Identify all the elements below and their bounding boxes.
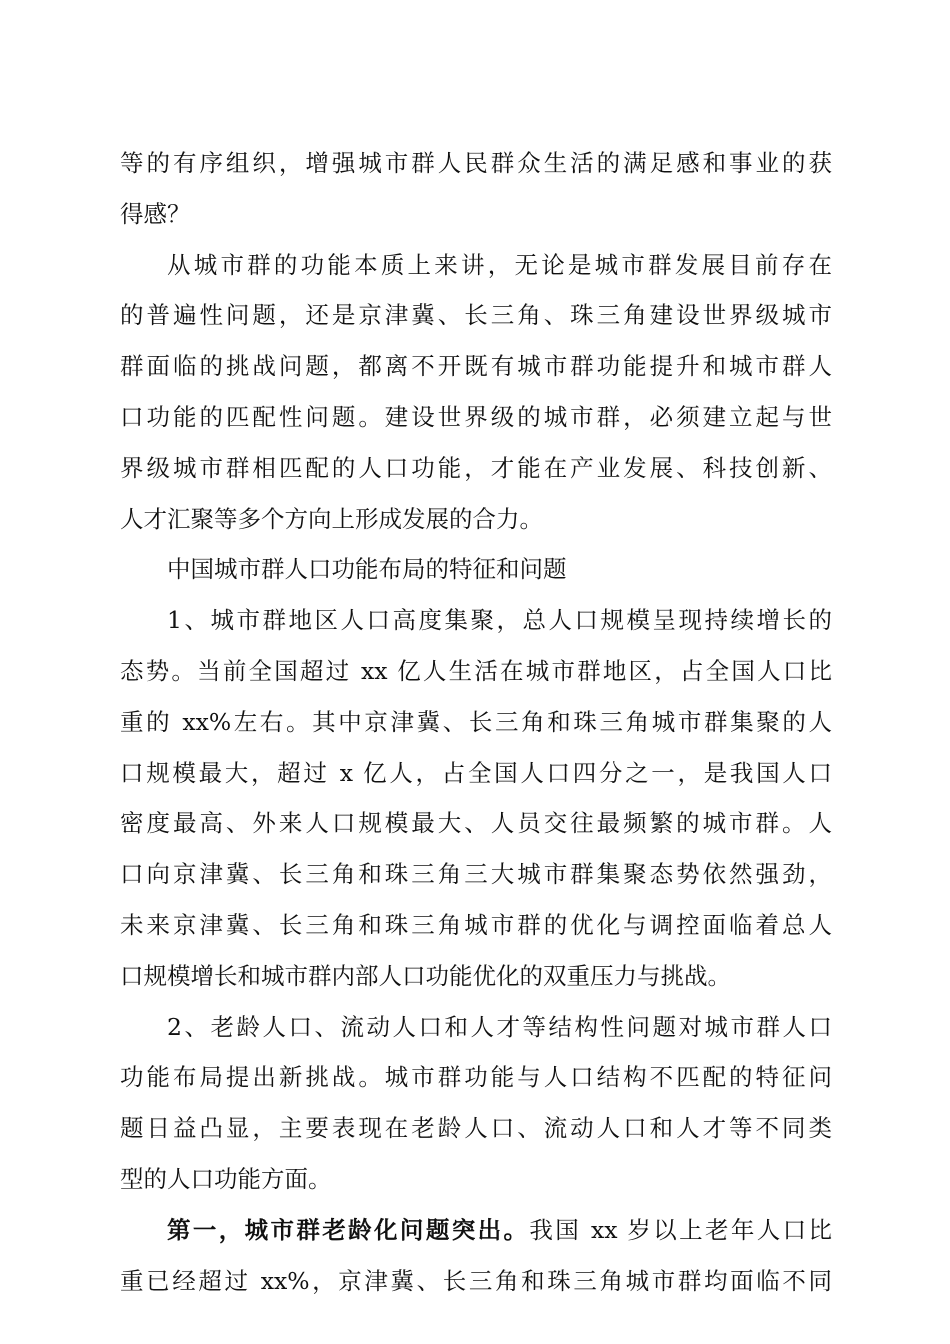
text-line: 群面临的挑战问题，都离不开既有城市群功能提升和城市群人 [120,352,832,381]
paragraph-5 [120,1205,832,1307]
bold-lead: 第一，城市群老龄化问题突出。 [167,1215,530,1244]
text-line: 口规模最大，超过 x 亿人，占全国人口四分之一，是我国人口 [120,758,832,787]
text-line: 1、城市群地区人口高度集聚，总人口规模呈现持续增长的 [167,606,832,635]
text-line: 口功能的匹配性问题。建设世界级的城市群，必须建立起与世 [120,402,832,431]
text-line: 型的人口功能方面。 [120,1164,332,1193]
paragraph-2 [120,240,832,545]
text-line: 题日益凸显，主要表现在老龄人口、流动人口和人才等不同类 [120,1114,832,1143]
text-line: 从城市群的功能本质上来讲，无论是城市群发展目前存在 [167,250,832,279]
text-line: 界级城市群相匹配的人口功能，才能在产业发展、科技创新、 [120,453,832,482]
text-line: 功能布局提出新挑战。城市群功能与人口结构不匹配的特征问 [120,1063,832,1092]
document-body [120,138,832,1306]
text-span: 我国 xx 岁以上老年人口比 [529,1215,833,1244]
text-line: 等的有序组织，增强城市群人民群众生活的满足感和事业的获 [120,149,832,177]
text-line: 态势。当前全国超过 xx 亿人生活在城市群地区，占全国人口比 [120,656,832,685]
text-line: 的普遍性问题，还是京津冀、长三角、珠三角建设世界级城市 [120,301,832,330]
paragraph-3 [120,595,832,1001]
text-line: 未来京津冀、长三角和珠三角城市群的优化与调控面临着总人 [120,910,832,939]
text-line: 重的 xx%左右。其中京津冀、长三角和珠三角城市群集聚的人 [120,707,832,736]
text-line: 密度最高、外来人口规模最大、人员交往最频繁的城市群。人 [120,809,832,838]
text-line: 口向京津冀、长三角和珠三角三大城市群集聚态势依然强劲， [120,860,832,889]
text-line: 2、老龄人口、流动人口和人才等结构性问题对城市群人口 [167,1012,832,1041]
text-line: 口规模增长和城市群内部人口功能优化的双重压力与挑战。 [120,961,731,990]
section-heading [120,544,832,595]
section-heading-text: 中国城市群人口功能布局的特征和问题 [167,555,567,584]
text-line: 人才汇聚等多个方向上形成发展的合力。 [120,504,543,533]
paragraph-4 [120,1002,832,1205]
text-line [120,1205,832,1256]
paragraph-1 [120,138,832,240]
text-line: 得感？ [120,199,191,228]
text-line: 重已经超过 xx%，京津冀、长三角和珠三角城市群均面临不同 [120,1266,832,1295]
